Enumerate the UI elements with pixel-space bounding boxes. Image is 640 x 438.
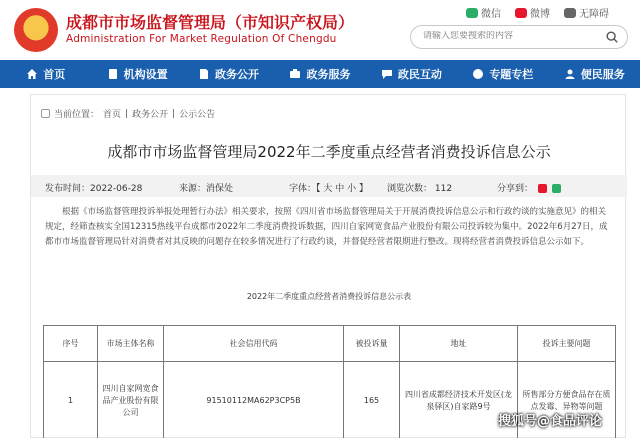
wechat-share-icon[interactable]	[552, 184, 561, 193]
topic-icon	[472, 68, 484, 80]
search-input[interactable]	[423, 31, 593, 41]
breadcrumb-public[interactable]: 政务公开	[132, 110, 169, 120]
nav-item-people[interactable]: 便民服务	[549, 60, 640, 88]
breadcrumb: 当前位置： 首页 | 政务公开 | 公示公告	[41, 107, 215, 120]
service-icon	[289, 68, 301, 80]
site-title[interactable]: 成都市市场监督管理局（市知识产权局）	[66, 13, 355, 32]
cell-credit-code: 91510112MA62P3CP5B	[164, 362, 344, 438]
cell-entity: 四川自家网宽食品产业股份有限公司	[98, 362, 164, 438]
main-nav	[0, 60, 640, 88]
breadcrumb-notice[interactable]: 公示公告	[179, 110, 216, 120]
article-meta-bar	[31, 175, 627, 197]
people-icon	[564, 68, 576, 80]
weibo-share-icon[interactable]	[538, 184, 547, 193]
nav-item-org[interactable]: 机构设置	[91, 60, 182, 88]
org-icon	[107, 68, 119, 80]
header-address: 地址	[400, 326, 518, 362]
wechat-icon	[466, 8, 478, 18]
article-title: 成都市市场监督管理局2022年二季度重点经营者消费投诉信息公示	[107, 143, 551, 161]
view-count: 浏览次数： 112	[387, 184, 453, 194]
top-links	[466, 5, 609, 20]
watermark: 搜狐号@食品评论	[498, 414, 603, 429]
star-icon: ★	[29, 18, 43, 34]
cell-index: 1	[44, 362, 98, 438]
nav-item-interact[interactable]: 政民互动	[366, 60, 457, 88]
font-size-switch[interactable]: 字体：【 大 中 小 】	[289, 184, 368, 194]
nav-item-public[interactable]: 政务公开	[183, 60, 274, 88]
article-container	[30, 94, 626, 438]
header-index: 序号	[44, 326, 98, 362]
nav-item-home[interactable]: 首页	[0, 60, 91, 88]
weibo-icon	[515, 8, 527, 18]
cell-issues: 所售部分方便食品存在质点发霉、异物等问题	[518, 362, 616, 438]
cell-complaints: 165	[344, 362, 400, 438]
site-emblem-logo[interactable]	[14, 8, 58, 52]
header-complaints: 被投诉量	[344, 326, 400, 362]
chat-icon	[381, 68, 393, 80]
header-entity: 市场主体名称	[98, 326, 164, 362]
header-issues: 投诉主要问题	[518, 326, 616, 362]
article-body: 根据《市场监督管理投诉举报处理暂行办法》相关要求，按照《四川省市场监督管理局关于开展消费投诉信息公示和行政约谈的实施意见》的相关规定，经筛查核实全国12315热线平台成都市2022年二季度消费投诉数据，四川自家网宽食品产业股份有限公司投诉较为集中。2022年6月27日，成都市市场监督管理局针对消费者对其反映的问题存在较多情况进行了行政约谈，并督促经营者限期进行整改。现将经营者消费投诉信息公示如下。	[45, 207, 608, 247]
location-icon	[41, 109, 50, 118]
nav-item-topic[interactable]: 专题专栏	[457, 60, 548, 88]
header-credit-code: 社会信用代码	[164, 326, 344, 362]
wechat-link[interactable]: 微信	[466, 5, 501, 20]
cell-address: 四川省成都经济技术开发区(龙泉驿区)自家路9号	[400, 362, 518, 438]
share-bar: 分享到：	[497, 181, 561, 194]
accessibility-icon	[564, 8, 576, 18]
table-caption: 2022年二季度重点经营者消费投诉信息公示表	[246, 292, 412, 301]
accessibility-link[interactable]: 无障碍	[564, 5, 609, 20]
article-source: 来源：消保处	[179, 184, 234, 194]
home-icon	[26, 68, 38, 80]
publish-date: 发布时间：2022-06-28	[45, 184, 143, 194]
site-header	[0, 0, 640, 60]
breadcrumb-home[interactable]: 首页	[103, 110, 122, 120]
weibo-link[interactable]: 微博	[515, 5, 550, 20]
search-icon[interactable]	[605, 30, 619, 44]
table-header-row	[44, 326, 616, 362]
site-subtitle-en: Administration For Market Regulation Of Chengdu	[66, 33, 337, 45]
search-box	[410, 25, 628, 49]
doc-icon	[198, 68, 210, 80]
nav-item-service[interactable]: 政务服务	[274, 60, 365, 88]
